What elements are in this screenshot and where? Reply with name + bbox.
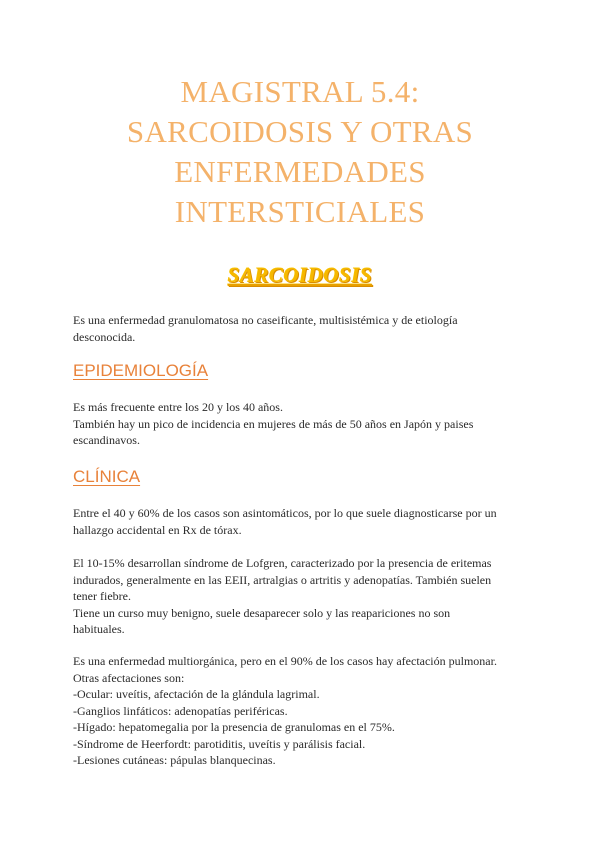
text-line: Tiene un curso muy benigno, suele desaparecer solo y las reapariciones no son: [73, 605, 451, 620]
text-line: Es una enfermedad granulomatosa no caseificante, multisistémica y de etiología: [73, 313, 458, 327]
list-item: -Ganglios linfáticos: adenopatías periféricas.: [73, 703, 288, 718]
title-line: MAGISTRAL 5.4:: [180, 74, 420, 109]
text-line: Otras afectaciones son:: [73, 670, 185, 685]
clinica-paragraph-2: [73, 555, 533, 638]
section-heading-clinica: CLÍNICA: [73, 467, 141, 486]
list-item: -Síndrome de Heerfordt: parotiditis, uveítis y parálisis facial.: [73, 736, 366, 751]
clinica-paragraph-3: [73, 653, 533, 769]
document-subtitle: SARCOIDOSIS: [227, 263, 373, 287]
document-title: [0, 72, 600, 232]
list-item: -Hígado: hepatomegalia por la presencia de granulomas en el 75%.: [73, 720, 395, 734]
title-line: ENFERMEDADES: [174, 154, 426, 189]
text-line: También hay un pico de incidencia en mujeres de más de 50 años en Japón y paises: [73, 416, 474, 431]
epidemiologia-paragraph: [73, 399, 533, 449]
text-line: tener fiebre.: [73, 589, 131, 603]
text-line: Entre el 40 y 60% de los casos son asintomáticos, por lo que suele diagnosticarse por un: [73, 506, 497, 520]
list-item: -Lesiones cutáneas: pápulas blanquecinas.: [73, 753, 276, 767]
text-line: El 10-15% desarrollan síndrome de Lofgren, caracterizado por la presencia de eritemas: [73, 556, 492, 570]
text-line: escandinavos.: [73, 433, 140, 447]
title-line: INTERSTICIALES: [174, 194, 426, 229]
section-heading-epidemiologia: EPIDEMIOLOGÍA: [73, 361, 209, 380]
text-line: habituales.: [73, 622, 125, 636]
text-line: Es más frecuente entre los 20 y los 40 años.: [73, 400, 283, 414]
intro-paragraph: [73, 312, 533, 345]
text-line: desconocida.: [73, 329, 136, 344]
text-line: hallazgo accidental en Rx de tórax.: [73, 522, 242, 537]
text-line: indurados, generalmente en las EEII, artralgias o artritis y adenopatías. También suelen: [73, 572, 492, 587]
list-item: -Ocular: uveítis, afectación de la glándula lagrimal.: [73, 687, 320, 701]
clinica-paragraph-1: [73, 505, 533, 538]
text-line: Es una enfermedad multiorgánica, pero en el 90% de los casos hay afectación pulmonar.: [73, 654, 497, 668]
title-line: SARCOIDOSIS Y OTRAS: [126, 114, 474, 149]
